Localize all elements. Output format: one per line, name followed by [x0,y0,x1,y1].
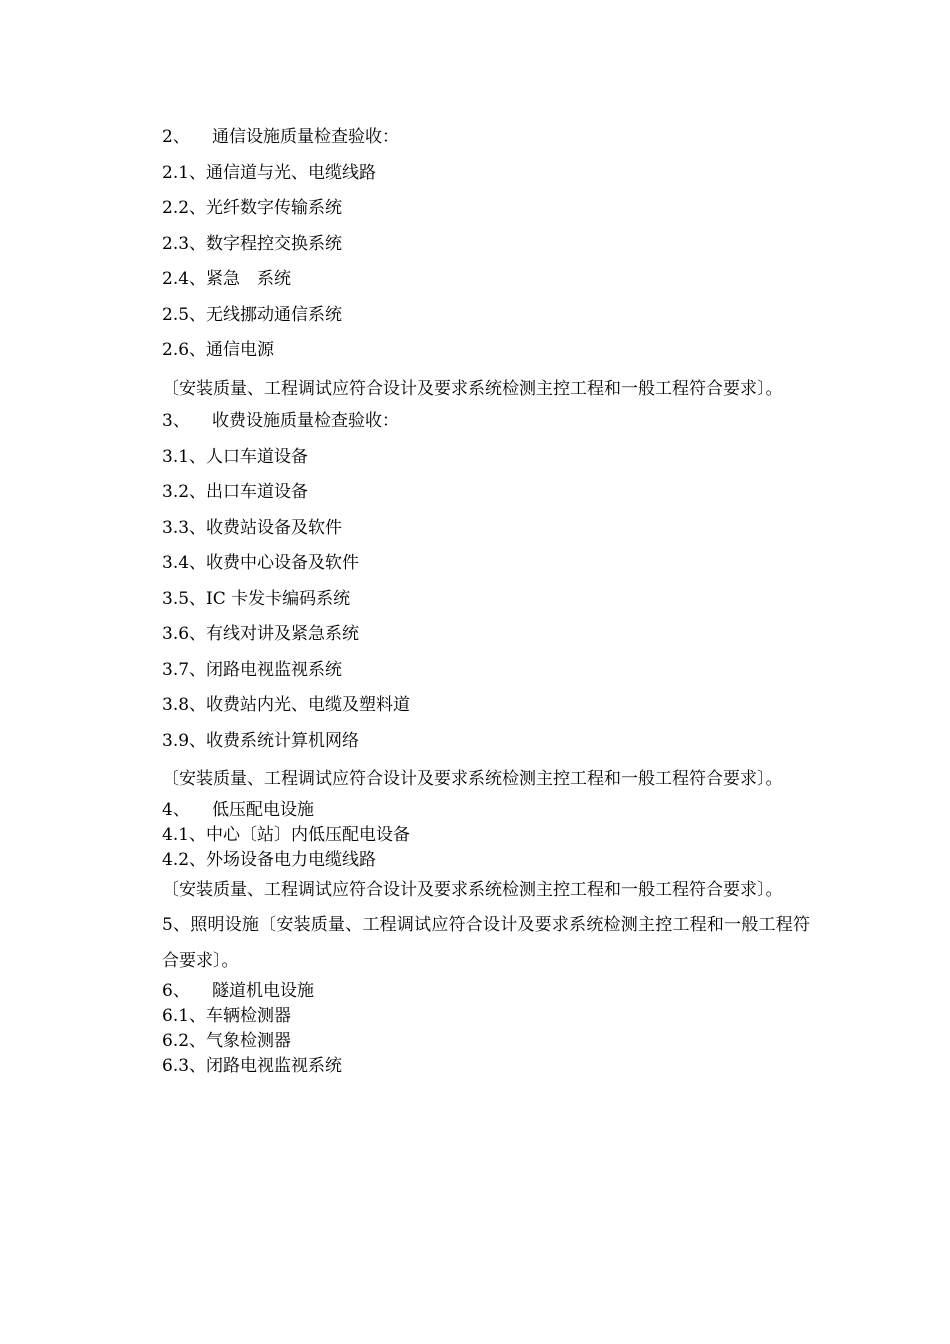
list-item: 2.4、紧急 系统 [162,269,292,289]
list-item: 4.2、外场设备电力电缆线路 [162,849,377,870]
section-6-heading [162,979,810,1004]
section-4-note: 〔安装质量、工程调试应符合设计及要求系统检测主控工程和一般工程符合要求〕。 [162,879,783,900]
section-number: 6、 [162,981,190,1001]
list-item: 3.6、有线对讲及紧急系统 [162,624,360,644]
list-item: 4.1、中心〔站〕内低压配电设备 [162,824,411,845]
list-item: 3.9、收费系统计算机网络 [162,730,360,751]
list-item: 3.7、闭路电视监视系统 [162,659,343,680]
list-item: 3.2、出口车道设备 [162,482,309,502]
section-title: 收费设施质量检查验收： [212,411,399,431]
list-item: 3.5、IC 卡发卡编码系统 [162,588,351,609]
section-4-heading [162,798,810,823]
section-title: 隧道机电设施 [212,981,314,1001]
section-title: 低压配电设施 [212,799,314,820]
list-item: 2.3、数字程控交换系统 [162,233,343,254]
section-2-heading [162,123,810,159]
list-item: 2.5、无线挪动通信系统 [162,304,343,325]
list-item: 3.3、收费站设备及软件 [162,517,343,538]
section-number: 4、 [162,799,190,820]
section-number: 2、 [162,127,190,147]
document-body [162,123,810,1079]
section-3-note: 〔安装质量、工程调试应符合设计及要求系统检测主控工程和一般工程符合要求〕。 [162,769,783,789]
list-item: 3.1、人口车道设备 [162,446,309,467]
list-item: 6.3、闭路电视监视系统 [162,1056,343,1076]
list-item: 6.1、车辆检测器 [162,1006,292,1026]
list-item: 3.4、收费中心设备及软件 [162,553,360,573]
list-item: 2.1、通信道与光、电缆线路 [162,162,377,183]
section-title: 通信设施质量检查验收： [212,127,399,147]
section-3-heading [162,407,810,443]
section-number: 3、 [162,411,190,431]
list-item: 3.8、收费站内光、电缆及塑料道 [162,695,411,715]
section-5-paragraph: 5、照明设施〔安装质量、工程调试应符合设计及要求系统检测主控工程和一般工程符合要求〕。 [162,915,810,971]
section-2-note: 〔安装质量、工程调试应符合设计及要求系统检测主控工程和一般工程符合要求〕。 [162,378,783,399]
list-item: 2.6、通信电源 [162,340,275,360]
list-item: 6.2、气象检测器 [162,1031,292,1051]
list-item: 2.2、光纤数字传输系统 [162,198,343,218]
